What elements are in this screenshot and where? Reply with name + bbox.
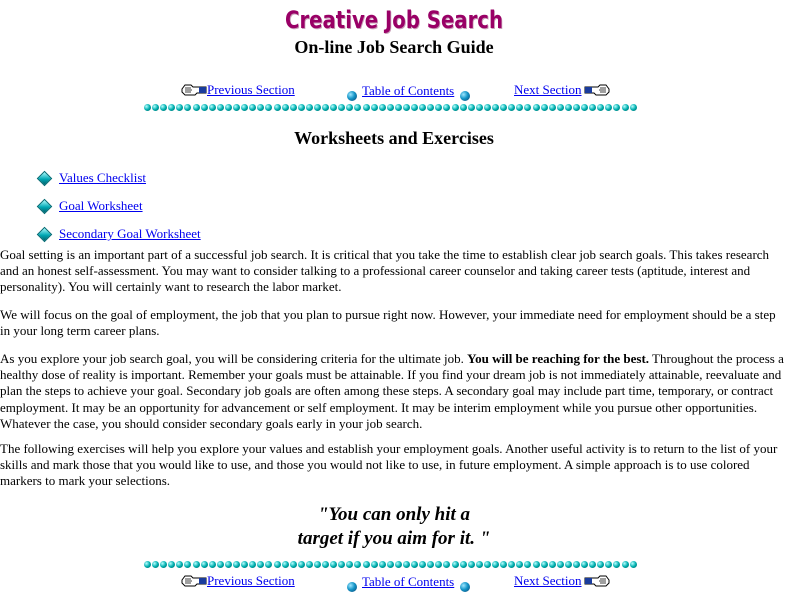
bead xyxy=(589,561,596,568)
bead xyxy=(330,104,337,111)
bead xyxy=(233,104,240,111)
bead xyxy=(371,104,378,111)
bead xyxy=(613,104,620,111)
bead xyxy=(581,104,588,111)
paragraph-exercises: The following exercises will help you explore your values and establish your employment goals. Another useful activity is to return to the list of your skills and mark those that you would like to use, and those you would not like to use, in future employment. A simple approach is to use colored markers to mark your selections. xyxy=(0,441,778,489)
quote-line-1: "You can only hit a xyxy=(317,504,471,525)
bead xyxy=(630,561,637,568)
bead xyxy=(160,561,167,568)
bead xyxy=(314,561,321,568)
bead xyxy=(597,104,604,111)
bead xyxy=(460,104,467,111)
bead xyxy=(541,104,548,111)
worksheet-list xyxy=(36,164,201,248)
section-title: Worksheets and Exercises xyxy=(294,128,494,148)
bead-divider xyxy=(144,104,644,113)
page-subtitle: On-line Job Search Guide xyxy=(294,37,494,57)
bead xyxy=(282,561,289,568)
bead xyxy=(193,561,200,568)
bead xyxy=(395,561,402,568)
bead xyxy=(314,104,321,111)
bead xyxy=(492,561,499,568)
bead xyxy=(176,104,183,111)
bead xyxy=(257,104,264,111)
previous-section-nav xyxy=(181,573,295,589)
previous-section-link[interactable]: Previous Section xyxy=(207,82,295,97)
bead xyxy=(403,561,410,568)
bead xyxy=(516,104,523,111)
blue-ball-icon xyxy=(460,582,470,592)
bead xyxy=(290,104,297,111)
bead xyxy=(371,561,378,568)
paragraph-criteria-rest: Throughout the process a healthy dose of reality is important. Remember your goals must be attainable. If you find your dream job is not immediately attainable, reevaluate and plan the steps to achieve your goal. Secondary job goals are often among these steps. A secondary goal may include part time, temporary, or contract employment. It may be an opportunity for advancement or self employment. It may be interim employment while you pursue other opportunities. Whatever the case, you should consider secondary goals early in your job search. xyxy=(0,351,784,431)
bead xyxy=(249,104,256,111)
diamond-bullet-icon xyxy=(37,170,53,186)
bead xyxy=(533,561,540,568)
bead xyxy=(573,104,580,111)
bead xyxy=(152,561,159,568)
bead xyxy=(322,561,329,568)
bead xyxy=(500,104,507,111)
bead xyxy=(184,104,191,111)
blue-ball-icon xyxy=(347,582,357,592)
blue-ball-icon xyxy=(347,91,357,101)
bead xyxy=(363,561,370,568)
bead xyxy=(338,104,345,111)
diamond-bullet-icon xyxy=(37,198,53,214)
bead xyxy=(435,561,442,568)
bead xyxy=(354,561,361,568)
bead xyxy=(419,104,426,111)
bead xyxy=(411,104,418,111)
secondary-goal-worksheet-link[interactable]: Secondary Goal Worksheet xyxy=(59,226,201,241)
blue-ball-icon xyxy=(460,91,470,101)
bead xyxy=(557,104,564,111)
bead xyxy=(484,561,491,568)
bead xyxy=(265,104,272,111)
bead xyxy=(427,561,434,568)
table-of-contents-link[interactable]: Table of Contents xyxy=(362,83,455,98)
bead xyxy=(241,561,248,568)
bead xyxy=(306,561,313,568)
bead xyxy=(274,561,281,568)
bead xyxy=(452,561,459,568)
bead xyxy=(589,104,596,111)
bead xyxy=(193,104,200,111)
paragraph-employment-focus: We will focus on the goal of employment, the job that you plan to pursue right now. However, your immediate need for employment should be a step in your long term career plans. xyxy=(0,307,776,339)
table-of-contents-nav xyxy=(347,81,470,101)
bead xyxy=(217,104,224,111)
previous-section-link[interactable]: Previous Section xyxy=(207,573,295,588)
bead xyxy=(160,104,167,111)
left-hand-icon xyxy=(181,84,207,96)
bead xyxy=(152,104,159,111)
diamond-bullet-icon xyxy=(37,226,53,242)
bead xyxy=(565,561,572,568)
site-logo: Creative Job Search xyxy=(285,6,503,34)
goal-worksheet-link[interactable]: Goal Worksheet xyxy=(59,198,143,213)
bead xyxy=(249,561,256,568)
table-of-contents-link[interactable]: Table of Contents xyxy=(362,574,455,589)
bead xyxy=(306,104,313,111)
bead xyxy=(613,561,620,568)
bead xyxy=(379,561,386,568)
next-section-link[interactable]: Next Section xyxy=(514,82,582,97)
next-section-nav xyxy=(514,573,610,589)
bead xyxy=(508,104,515,111)
bead xyxy=(435,104,442,111)
bead xyxy=(144,561,151,568)
bead xyxy=(549,561,556,568)
bead xyxy=(282,104,289,111)
bead xyxy=(622,561,629,568)
bead xyxy=(605,104,612,111)
bead xyxy=(468,561,475,568)
bead xyxy=(290,561,297,568)
bead xyxy=(298,104,305,111)
bead xyxy=(201,104,208,111)
bead xyxy=(274,104,281,111)
bead xyxy=(379,104,386,111)
bead xyxy=(225,561,232,568)
next-section-link[interactable]: Next Section xyxy=(514,573,582,588)
bead xyxy=(524,104,531,111)
table-of-contents-nav xyxy=(347,572,470,592)
bead xyxy=(144,104,151,111)
bead xyxy=(533,104,540,111)
bead xyxy=(168,104,175,111)
bottom-navbar xyxy=(0,573,788,593)
bead xyxy=(460,561,467,568)
bead xyxy=(524,561,531,568)
bead xyxy=(605,561,612,568)
bead xyxy=(557,561,564,568)
bead xyxy=(346,561,353,568)
top-navbar xyxy=(0,82,788,102)
bead xyxy=(452,104,459,111)
paragraph-criteria-emphasis: You will be reaching for the best. xyxy=(467,351,650,366)
bead xyxy=(508,561,515,568)
bead xyxy=(419,561,426,568)
bead xyxy=(411,561,418,568)
bead xyxy=(387,561,394,568)
bead xyxy=(443,104,450,111)
bead xyxy=(225,104,232,111)
bead xyxy=(443,561,450,568)
bead xyxy=(322,104,329,111)
bead xyxy=(549,104,556,111)
bead xyxy=(468,104,475,111)
bead xyxy=(330,561,337,568)
list-item xyxy=(36,192,201,220)
bead xyxy=(476,104,483,111)
bead xyxy=(184,561,191,568)
bead xyxy=(209,104,216,111)
quote-line-2: target if you aim for it. " xyxy=(297,528,491,549)
bead xyxy=(597,561,604,568)
bead-divider xyxy=(144,561,644,570)
right-hand-icon xyxy=(584,84,610,96)
bead xyxy=(573,561,580,568)
bead xyxy=(387,104,394,111)
list-item xyxy=(36,164,201,192)
bead xyxy=(257,561,264,568)
right-hand-icon xyxy=(584,575,610,587)
bead xyxy=(201,561,208,568)
bead xyxy=(241,104,248,111)
values-checklist-link[interactable]: Values Checklist xyxy=(59,170,147,185)
motivational-quote xyxy=(0,503,788,551)
next-section-nav xyxy=(514,82,610,98)
list-item xyxy=(36,220,201,248)
bead xyxy=(363,104,370,111)
bead xyxy=(581,561,588,568)
bead xyxy=(217,561,224,568)
bead xyxy=(403,104,410,111)
previous-section-nav xyxy=(181,82,295,98)
bead xyxy=(500,561,507,568)
bead xyxy=(354,104,361,111)
paragraph-criteria xyxy=(0,351,788,432)
bead xyxy=(622,104,629,111)
bead xyxy=(298,561,305,568)
paragraph-criteria-intro: As you explore your job search goal, you will be considering criteria for the ultimate job. xyxy=(0,351,468,366)
bead xyxy=(168,561,175,568)
bead xyxy=(427,104,434,111)
bead xyxy=(265,561,272,568)
bead xyxy=(395,104,402,111)
paragraph-goal-setting: Goal setting is an important part of a successful job search. It is critical that you take the time to establish clear job search goals. This takes research and an honest self-assessment. You may want to consider talking to a professional career counselor and taking career tests (aptitude, interest and personality). You will certainly want to research the labor market. xyxy=(0,247,770,295)
bead xyxy=(492,104,499,111)
bead xyxy=(338,561,345,568)
bead xyxy=(346,104,353,111)
left-hand-icon xyxy=(181,575,207,587)
bead xyxy=(176,561,183,568)
bead xyxy=(209,561,216,568)
bead xyxy=(233,561,240,568)
bead xyxy=(516,561,523,568)
bead xyxy=(630,104,637,111)
bead xyxy=(484,104,491,111)
bead xyxy=(565,104,572,111)
bead xyxy=(476,561,483,568)
bead xyxy=(541,561,548,568)
